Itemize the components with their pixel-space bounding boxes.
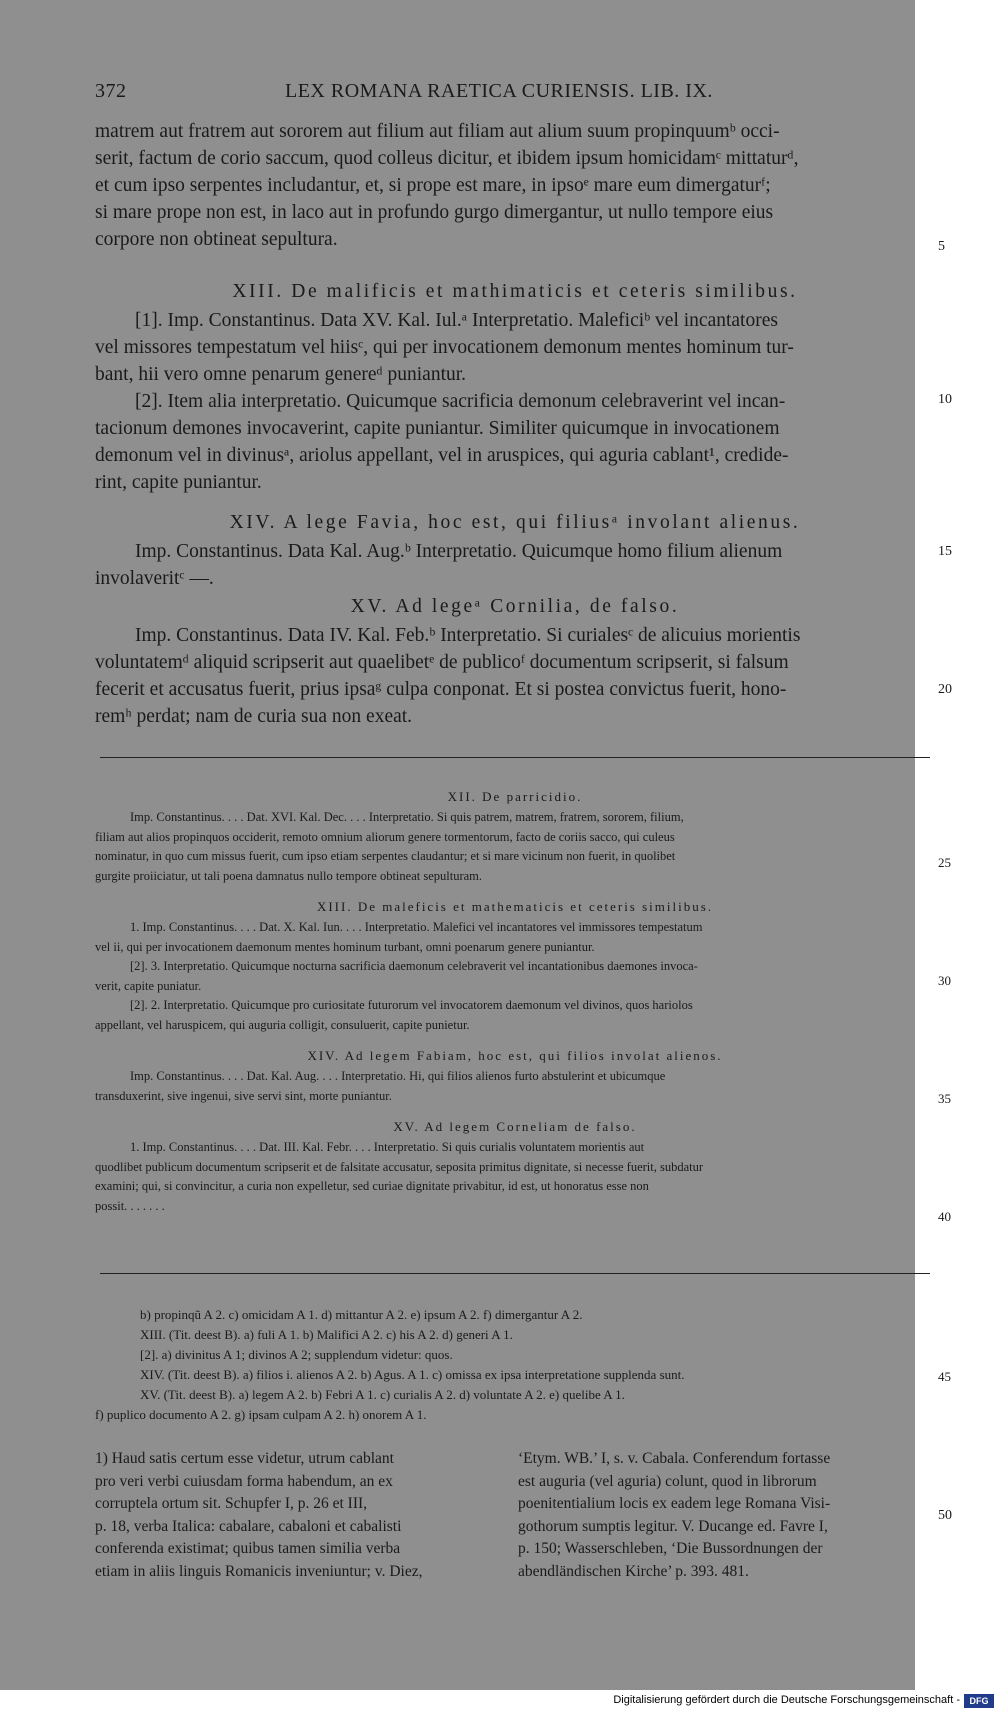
footnote-line: conferenda existimat; quibus tamen similia verba bbox=[95, 1540, 401, 1557]
text-line: transduxerint, sive ingenui, sive servi sint, morte puniantur. bbox=[95, 1088, 392, 1103]
text-line: Imp. Constantinus. Data Kal. Aug.ᵇ Interpretatio. Quicumque homo filium alienum bbox=[135, 541, 783, 562]
section-heading: XIV. A lege Favia, hoc est, qui filiusᵃ involant alienus. bbox=[229, 512, 801, 533]
line-number: 15 bbox=[938, 544, 952, 559]
footnote-line: p. 150; Wasserschleben, ‘Die Bussordnungen der bbox=[518, 1540, 823, 1557]
text-line: possit. . . . . . . bbox=[95, 1198, 165, 1213]
apparatus-line: XIII. (Tit. deest B). a) fuli A 1. b) Malifici A 2. c) his A 2. d) generi A 1. bbox=[140, 1327, 513, 1342]
divider-rule bbox=[100, 1273, 930, 1274]
footnote-line: est auguria (vel aguria) colunt, quod in librorum bbox=[518, 1472, 817, 1490]
text-line: filiam aut alios propinquos occiderit, remoto omnium aliorum genere tormentorum, facto de coriis sacco, qui culeus bbox=[95, 829, 675, 844]
text-line: appellant, vel haruspicem, qui auguria colligit, consuluerit, capite punietur. bbox=[95, 1017, 470, 1032]
text-line: matrem aut fratrem aut sororem aut filium aut filiam aut alium suum propinquumᵇ occi- bbox=[95, 121, 780, 142]
parallel-text bbox=[95, 786, 935, 1216]
footnote-line: corruptela ortum sit. Schupfer I, p. 26 et III, bbox=[95, 1495, 368, 1512]
text-line: tacionum demones invocaverint, capite puniantur. Similiter quicumque in invocationem bbox=[95, 418, 780, 439]
apparatus-line: XIV. (Tit. deest B). a) filios i. alienos A 2. b) Agus. A 1. c) omissa ex ipsa interpretatione supplenda sunt. bbox=[140, 1367, 685, 1382]
section-heading: XIII. De maleficis et mathematicis et ceteris similibus. bbox=[316, 899, 714, 914]
text-line: 1. Imp. Constantinus. . . . Dat. X. Kal. Iun. . . . Interpretatio. Malefici vel incantatores vel immissores tempestatum bbox=[130, 920, 703, 934]
footnote-left-column bbox=[95, 1448, 500, 1583]
dfg-logo-icon: DFG bbox=[964, 1694, 994, 1708]
line-number: 25 bbox=[938, 855, 951, 870]
section-heading: XIII. De malificis et mathimaticis et ceteris similibus. bbox=[232, 281, 798, 302]
main-text-continuation bbox=[95, 118, 935, 253]
apparatus-line: XV. (Tit. deest B). a) legem A 2. b) Febri A 1. c) curialis A 2. d) voluntate A 2. e) quelibe A 1. bbox=[140, 1387, 625, 1402]
text-line: rint, capite puniantur. bbox=[95, 472, 262, 493]
funding-credit: Digitalisierung gefördert durch die Deutsche Forschungsgemeinschaft - bbox=[613, 1694, 960, 1706]
text-line: serit, factum de corio saccum, quod colleus dicitur, et ibidem ipsum homicidamᶜ mittaturᵈ, bbox=[95, 148, 799, 169]
footnote-line: gothorum sumptis legitur. V. Ducange ed. Favre I, bbox=[518, 1517, 828, 1535]
line-number: 10 bbox=[938, 392, 952, 407]
section-xv bbox=[95, 592, 935, 730]
text-line: gurgite proiiciatur, ut tali poena damnatus nullo tempore obtineat sepulturam. bbox=[95, 868, 483, 883]
apparatus-line: [2]. a) divinitus A 1; divinos A 2; supplendum videtur: quos. bbox=[140, 1347, 453, 1362]
digitization-footer bbox=[0, 1690, 1000, 1714]
apparatus-line: f) puplico documento A 2. g) ipsam culpam A 2. h) onorem A 1. bbox=[95, 1407, 427, 1422]
footnote-line: 1) Haud satis certum esse videtur, utrum cablant bbox=[95, 1450, 394, 1467]
text-line: Imp. Constantinus. . . . Dat. XVI. Kal. Dec. . . . Interpretatio. Si quis patrem, matrem, fratrem, sororem, filium, bbox=[130, 810, 684, 824]
text-line: verit, capite puniatur. bbox=[95, 978, 202, 993]
text-line: voluntatemᵈ aliquid scripserit aut quaelibetᵉ de publicoᶠ documentum scripserit, si falsum bbox=[95, 652, 789, 673]
critical-apparatus bbox=[95, 1305, 935, 1425]
section-xiii bbox=[95, 277, 935, 496]
section-heading: XII. De parricidio. bbox=[447, 789, 583, 804]
text-line: nominatur, in quo cum missus fuerit, cum ipso etiam serpentes claudantur; et si mare vicinum non fuerit, in quolibet bbox=[95, 849, 676, 863]
page-number: 372 bbox=[95, 80, 127, 102]
text-line: vel ii, qui per invocationem daemonum mentes hominum turbant, omni poenarum genere puniantur. bbox=[95, 939, 595, 954]
section-heading: XV. Ad legem Corneliam de falso. bbox=[393, 1119, 637, 1134]
section-heading: XIV. Ad legem Fabiam, hoc est, qui filios involat alienos. bbox=[307, 1048, 723, 1063]
section-xiv bbox=[95, 508, 935, 592]
footnote-line: etiam in aliis linguis Romanicis inveniuntur; v. Diez, bbox=[95, 1562, 423, 1580]
text-line: bant, hii vero omne penarum genereᵈ puniantur. bbox=[95, 364, 467, 385]
text-line: examini; qui, si convincitur, a curia non expelletur, sed curiae dignitate privabitur, id est, ut honoratus esse non bbox=[95, 1179, 649, 1193]
text-line: si mare prope non est, in laco aut in profundo gurgo dimergantur, ut nullo tempore eius bbox=[95, 202, 774, 223]
footnote-line: abendländischen Kirche’ p. 393. 481. bbox=[518, 1562, 749, 1580]
footnote-line: pro veri verbi cuiusdam forma habendum, an ex bbox=[95, 1472, 393, 1490]
text-line: Imp. Constantinus. Data IV. Kal. Feb.ᵇ Interpretatio. Si curialesᶜ de alicuius morientis bbox=[135, 625, 801, 646]
text-line: remʰ perdat; nam de curia sua non exeat. bbox=[95, 706, 413, 727]
text-line: [1]. Imp. Constantinus. Data XV. Kal. Iul.ᵃ Interpretatio. Maleficiᵇ vel incantatores bbox=[135, 310, 778, 331]
text-line: fecerit et accusatus fuerit, prius ipsaᵍ culpa conponat. Et si postea convictus fuerit, hono- bbox=[95, 679, 787, 700]
line-number: 40 bbox=[938, 1209, 951, 1224]
footnote-right-column bbox=[518, 1448, 923, 1583]
running-title: LEX ROMANA RAETICA CURIENSIS. LIB. IX. bbox=[285, 80, 713, 102]
text-line: [2]. Item alia interpretatio. Quicumque sacrificia demonum celebraverint vel incan- bbox=[135, 391, 786, 412]
text-line: [2]. 2. Interpretatio. Quicumque pro curiositate futurorum vel invocatorem daemonum vel divinos, quos hariolos bbox=[130, 998, 693, 1012]
text-line: Imp. Constantinus. . . . Dat. Kal. Aug. . . . Interpretatio. Hi, qui filios alienos furto abstulerint et ubicumque bbox=[130, 1069, 666, 1083]
text-line: demonum vel in divinusᵃ, ariolus appellant, vel in aruspices, qui aguria cablant¹, credide- bbox=[95, 445, 789, 466]
line-number: 20 bbox=[938, 682, 952, 697]
divider-rule bbox=[100, 757, 930, 758]
text-line: corpore non obtineat sepultura. bbox=[95, 229, 338, 250]
footnote-line: p. 18, verba Italica: cabalare, cabaloni et cabalisti bbox=[95, 1517, 402, 1535]
apparatus-line: b) propinqũ A 2. c) omicidam A 1. d) mittantur A 2. e) ipsum A 2. f) dimergantur A 2. bbox=[140, 1307, 583, 1322]
text-line: vel missores tempestatum vel hiisᶜ, qui per invocationem demonum mentes hominum tur- bbox=[95, 337, 794, 358]
text-line: involaveritᶜ —. bbox=[95, 568, 214, 589]
line-number: 35 bbox=[938, 1091, 951, 1106]
text-line: quodlibet publicum documentum scripserit et de falsitate accusatur, seposita primitus dignitate, si necesse fuerit, subdatur bbox=[95, 1159, 704, 1174]
line-number: 50 bbox=[938, 1508, 952, 1523]
line-number: 30 bbox=[938, 973, 951, 988]
footnote-line: poenitentialium locis ex eadem lege Romana Visi- bbox=[518, 1495, 831, 1512]
section-heading: XV. Ad legeᵃ Cornilia, de falso. bbox=[350, 596, 680, 617]
line-number: 45 bbox=[938, 1369, 951, 1384]
line-number: 5 bbox=[938, 239, 945, 254]
text-line: [2]. 3. Interpretatio. Quicumque nocturna sacrificia daemonum celebraverit vel incantationibus daemones invoca- bbox=[130, 959, 698, 973]
text-line: 1. Imp. Constantinus. . . . Dat. III. Kal. Febr. . . . Interpretatio. Si quis curialis voluntatem morientis aut bbox=[130, 1140, 645, 1154]
footnote-line: ‘Etym. WB.’ I, s. v. Cabala. Conferendum fortasse bbox=[518, 1450, 831, 1467]
text-line: et cum ipso serpentes includantur, et, si prope est mare, in ipsoᵉ mare eum dimergaturᶠ; bbox=[95, 175, 771, 196]
